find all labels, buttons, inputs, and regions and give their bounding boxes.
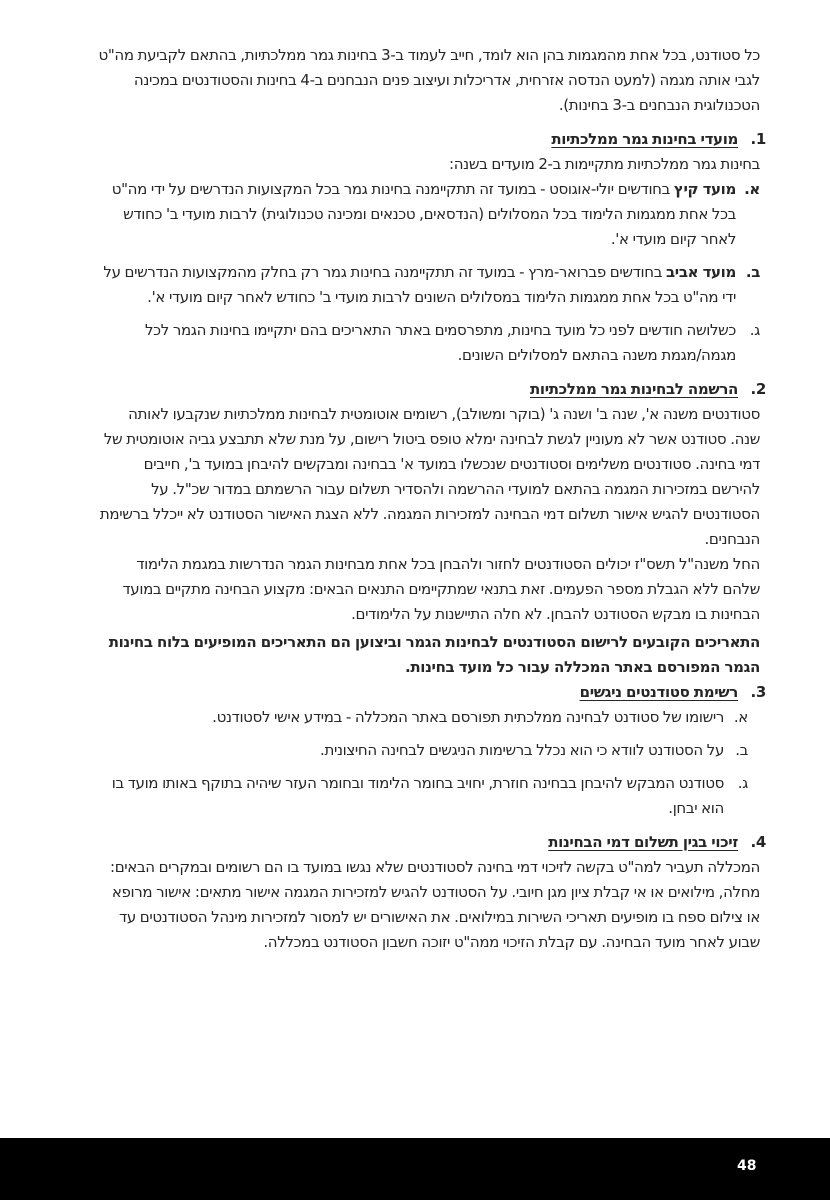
page-number: 48: [737, 1158, 757, 1174]
item-letter: ג.: [737, 774, 748, 792]
item-text: [95, 260, 736, 310]
section-2-paragraph-1: סטודנטים משנה א', שנה ב' ושנה ג' (בוקר ומשולב), רשומים אוטומטית לבחינות ממלכתיות שנקבעו לאותה שנה. סטודנט אשר לא מעוניין לגשת לבחינה ימלא טופס ביטול רישום, על מנת שלא תתבצע גביה אוטומטית של דמי בחינה. סטודנטים משלימים וסטודנטים שנכשלו במועד א' בבחינה ומבקשים להיבחן במועד ב', חייבים להירשם במזכירות המגמה בהתאם למועדי ההרשמה ולהסדיר תשלום עבור הרשמתם במדור שכ"ל. על הסטודנטים להגיש אישור תשלום דמי הבחינה למזכירות המגמה. ללא הצגת האישור הסטודנט לא ייכלל ברשימת הנבחנים.: [99, 405, 760, 548]
section-number: 4.: [750, 833, 766, 851]
item-bold-term: מועד אביב: [665, 263, 736, 281]
item-letter: א.: [733, 708, 748, 726]
item-letter: ב.: [745, 263, 760, 281]
item-text: על הסטודנט לוודא כי הוא נכלל ברשימות הניגשים לבחינה החיצונית.: [320, 741, 724, 759]
section-title: זיכוי בגין תשלום דמי הבחינות: [548, 833, 738, 851]
section-4-paragraph: המכללה תעביר למה"ט בקשה לזיכוי דמי בחינה לסטודנטים שלא נגשו במועד בו הם רשומים ובמקרים הבאים: מחלה, מילואים או אי קבלת ציון מגן חיובי. על הסטודנט להגיש למזכירות המגמה אישור מתאים: אישור מרופא או צילום ספח בו מופיעים תאריכי השירות במילואים. את האישורים יש למסור למזכירות מינהל הסטודנטים עד שבוע לאחר מועד הבחינה. עם קבלת הזיכוי ממה"ט יזוכה חשבון הסטודנט במכללה.: [110, 858, 760, 951]
section-1-heading: [95, 127, 766, 152]
list-item: [95, 177, 760, 252]
section-title: רשימת סטודנטים ניגשים: [579, 683, 738, 701]
intro-paragraph: כל סטודנט, בכל אחת מהמגמות בהן הוא לומד, חייב לעמוד ב-3 בחינות גמר ממלכתיות, בהתאם לקביעת מה"ט לגבי אותה מגמה (למעט הנדסה אזרחית, אדריכלות ועיצוב פנים הנבחנים ב-4 בחינות והסטודנטים במכינה הטכנולוגית הנבחנים ב-3 בחינות).: [98, 46, 760, 114]
section-title: הרשמה לבחינות גמר ממלכתיות: [530, 380, 738, 398]
list-item: [95, 318, 760, 368]
list-item: [95, 705, 748, 730]
item-letter: ג.: [749, 321, 760, 339]
section-title: מועדי בחינות גמר ממלכתיות: [551, 130, 738, 148]
section-number: 3.: [750, 683, 766, 701]
item-letter: א.: [744, 180, 760, 198]
section-2-paragraph-2: החל משנה"ל תשס"ז יכולים הסטודנטים לחזור ולהבחן בכל אחת מבחינות הגמר הנדרשות במגמת הלימוד שלהם ללא הגבלת מספר הפעמים. זאת בתנאי שמתקיימים התנאים הבאים: מקצוע הבחינה מתקיים במועד הבחינות בו מבקש הסטודנט להבחן. לא חלה התיישנות על הלימודים.: [122, 555, 760, 623]
item-text: סטודנט המבקש להיבחן בבחינה חוזרת, יחויב בחומר הלימוד ובחומר העזר שיהיה בתוקף באותו מועד בו הוא יבחן.: [111, 774, 724, 817]
item-text: [95, 177, 736, 252]
page-footer-bar: [0, 1138, 830, 1200]
section-number: 1.: [750, 130, 766, 148]
item-body: בחודשים פברואר-מרץ - במועד זה תתקיימנה בחינות גמר רק בחלק מהמקצועות הנדרשים על ידי מה"ט בכל אחת ממגמות הלימוד במסלולים השונים לרבות מועדי ב' כחודש לאחר קיום מועדי א'.: [103, 263, 736, 306]
section-2-heading: [95, 377, 766, 402]
document-body: [95, 43, 766, 955]
section-number: 2.: [750, 380, 766, 398]
item-text: רישומו של סטודנט לבחינה ממלכתית תפורסם באתר המכללה - במידע אישי לסטודנט.: [212, 708, 724, 726]
section-4-heading: [95, 830, 766, 855]
list-item: [95, 260, 760, 310]
list-item: [95, 738, 748, 763]
section-1-lead: בחינות גמר ממלכתיות מתקיימות ב-2 מועדים בשנה:: [449, 155, 760, 173]
item-text: כשלושה חודשים לפני כל מועד בחינות, מתפרסמים באתר התאריכים בהם יתקיימו בחינות הגמר לכל מגמה/מגמת משנה בהתאם למסלולים השונים.: [145, 321, 736, 364]
item-body: בחודשים יולי-אוגוסט - במועד זה תתקיימנה בחינות גמר בכל המקצועות הנדרשים על ידי מה"ט בכל אחת ממגמות הלימוד בכל המסלולים (הנדסאים, טכנאים ומכינה טכנולוגית) לרבות מועדי ב' כחודש לאחר קיום מועדי א'.: [111, 180, 736, 248]
list-item: [95, 771, 748, 821]
section-2-dates-notice: התאריכים הקובעים לרישום הסטודנטים לבחינות הגמר וביצוען הם התאריכים המופיעים בלוח בחינות הגמר המפורסם באתר המכללה עבור כל מועד בחינות.: [108, 633, 760, 676]
item-letter: ב.: [735, 741, 748, 759]
section-3-heading: [95, 680, 766, 705]
item-bold-term: מועד קיץ: [673, 180, 736, 198]
